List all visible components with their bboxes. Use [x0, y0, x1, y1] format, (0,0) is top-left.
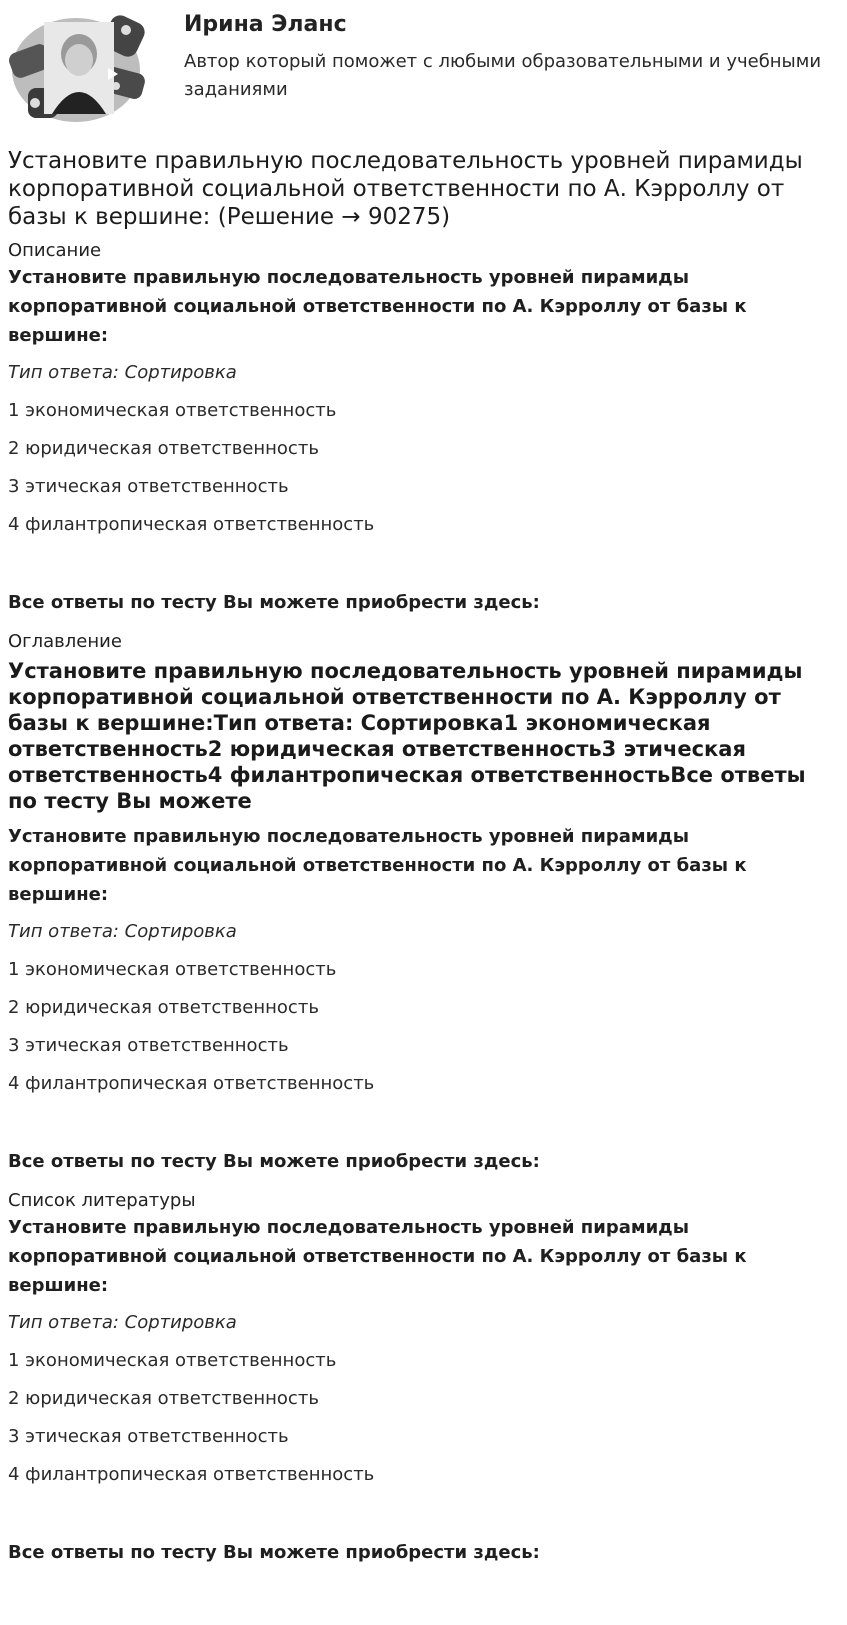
- buy-answers-link[interactable]: Все ответы по тесту Вы можете приобрести здесь:: [8, 1151, 540, 1172]
- option-item: 1 экономическая ответственность: [8, 1350, 337, 1371]
- page-title: Установите правильную последовательность уровней пирамиды корпоративной социальной ответственности по А. Кэрроллу от базы к вершине: (Решение → 90275): [8, 148, 803, 230]
- option-item: 3 этическая ответственность: [8, 1426, 289, 1447]
- question-text: Установите правильную последовательность уровней пирамиды корпоративной социальной ответственности по А. Кэрроллу от базы к вершине:: [8, 1217, 747, 1296]
- author-name[interactable]: Ирина Эланс: [184, 12, 347, 37]
- description-block: [8, 263, 827, 616]
- author-header: [0, 0, 847, 135]
- toc-block: [8, 822, 827, 1175]
- option-item: 4 филантропическая ответственность: [8, 514, 375, 535]
- option-item: 4 филантропическая ответственность: [8, 1073, 375, 1094]
- question-text: Установите правильную последовательность уровней пирамиды корпоративной социальной ответственности по А. Кэрроллу от базы к вершине:: [8, 267, 747, 346]
- buy-answers-link[interactable]: Все ответы по тесту Вы можете приобрести здесь:: [8, 1542, 540, 1563]
- answer-type: Тип ответа: Сортировка: [8, 1312, 237, 1333]
- option-item: 1 экономическая ответственность: [8, 400, 337, 421]
- option-item: 1 экономическая ответственность: [8, 959, 337, 980]
- buy-answers-link[interactable]: Все ответы по тесту Вы можете приобрести здесь:: [8, 592, 540, 613]
- section-label-toc: Оглавление: [8, 631, 122, 652]
- option-item: 3 этическая ответственность: [8, 1035, 289, 1056]
- toc-summary: Установите правильную последовательность уровней пирамиды корпоративной социальной ответственности по А. Кэрроллу от базы к вершине:Тип ответа: Сортировка1 экономическая ответственность2 юридическая ответственность3 этическая ответственность4 филантропическая ответственностьВсе ответы по тесту Вы можете: [8, 659, 806, 813]
- option-item: 3 этическая ответственность: [8, 476, 289, 497]
- option-item: 2 юридическая ответственность: [8, 1388, 319, 1409]
- section-label-description: Описание: [8, 240, 102, 261]
- author-description: Автор который поможет с любыми образовательными и учебными заданиями: [184, 51, 822, 100]
- answer-type: Тип ответа: Сортировка: [8, 921, 237, 942]
- avatar-image: [8, 8, 148, 128]
- option-item: 2 юридическая ответственность: [8, 438, 319, 459]
- literature-block: [8, 1213, 827, 1566]
- question-text: Установите правильную последовательность уровней пирамиды корпоративной социальной ответственности по А. Кэрроллу от базы к вершине:: [8, 826, 747, 905]
- option-item: 4 филантропическая ответственность: [8, 1464, 375, 1485]
- option-item: 2 юридическая ответственность: [8, 997, 319, 1018]
- section-label-literature: Список литературы: [8, 1190, 196, 1211]
- author-avatar: [8, 8, 148, 128]
- answer-type: Тип ответа: Сортировка: [8, 362, 237, 383]
